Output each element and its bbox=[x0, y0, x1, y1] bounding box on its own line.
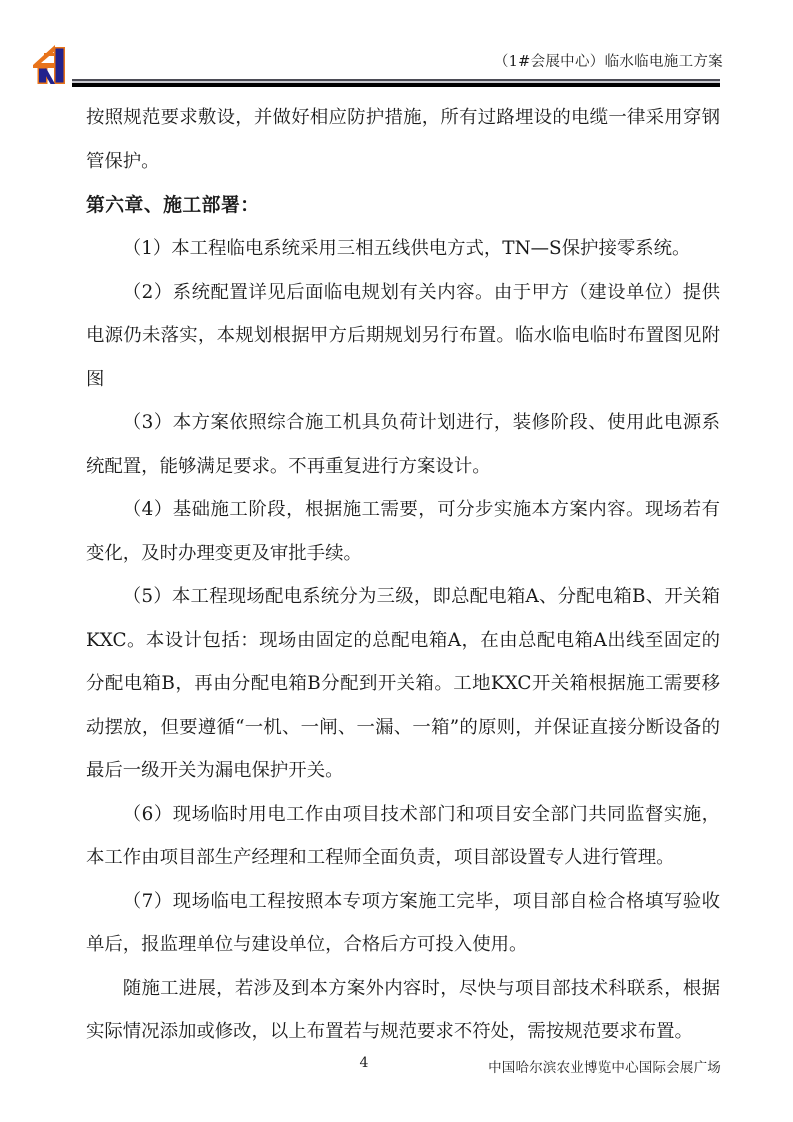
section-heading: 第六章、施工部署： bbox=[86, 194, 260, 216]
header-rule bbox=[72, 79, 720, 88]
body-paragraph: （4）基础施工阶段，根据施工需要，可分步实施本方案内容。现场若有变化，及时办理变更及审批手续。 bbox=[86, 499, 720, 564]
header-rule-line-bottom bbox=[72, 83, 720, 87]
header-title: （1#会展中心）临水临电施工方案 bbox=[493, 54, 723, 70]
body-paragraph: （1）本工程临电系统采用三相五线供电方式，TN—S保护接零系统。 bbox=[122, 238, 691, 259]
page-header bbox=[0, 0, 793, 95]
body-paragraph: （3）本方案依照综合施工机具负荷计划进行，装修阶段、使用此电源系统配置，能够满足要求。不再重复进行方案设计。 bbox=[86, 412, 720, 477]
page-footer bbox=[0, 1055, 793, 1095]
body-paragraph: （2）系统配置详见后面临电规划有关内容。由于甲方（建设单位）提供电源仍未落实，本规划根据甲方后期规划另行布置。临水临电临时布置图见附图 bbox=[86, 281, 720, 390]
body-paragraph: （7）现场临电工程按照本专项方案施工完毕，项目部自检合格填写验收单后，报监理单位与建设单位，合格后方可投入使用。 bbox=[86, 890, 720, 955]
body-paragraph: 随施工进展，若涉及到本方案外内容时，尽快与项目部技术科联系，根据实际情况添加或修改，以上布置若与规范要求不符处，需按规范要求布置。 bbox=[86, 977, 720, 1042]
body-paragraph: （6）现场临时用电工作由项目技术部门和项目安全部门共同监督实施，本工作由项目部生产经理和工程师全面负责，项目部设置专人进行管理。 bbox=[86, 803, 720, 868]
body-paragraph: 按照规范要求敷设，并做好相应防护措施，所有过路埋设的电缆一律采用穿钢管保护。 bbox=[86, 107, 720, 172]
footer-organization: 中国哈尔滨农业博览中心国际会展广场 bbox=[488, 1060, 721, 1076]
document-body bbox=[86, 96, 720, 1054]
footer-page-number: 4 bbox=[359, 1055, 369, 1071]
body-paragraph: （5）本工程现场配电系统分为三级，即总配电箱A、分配电箱B、开关箱KXC。本设计包括：现场由固定的总配电箱A，在由总配电箱A出线至固定的分配电箱B，再由分配电箱B分配到开关箱。工地KXC开关箱根据施工需要移动摆放，但要遵循“一机、一闸、一漏、一箱”的原则，并保证直接分断设备的最后一级开关为漏电保护开关。 bbox=[86, 586, 720, 781]
